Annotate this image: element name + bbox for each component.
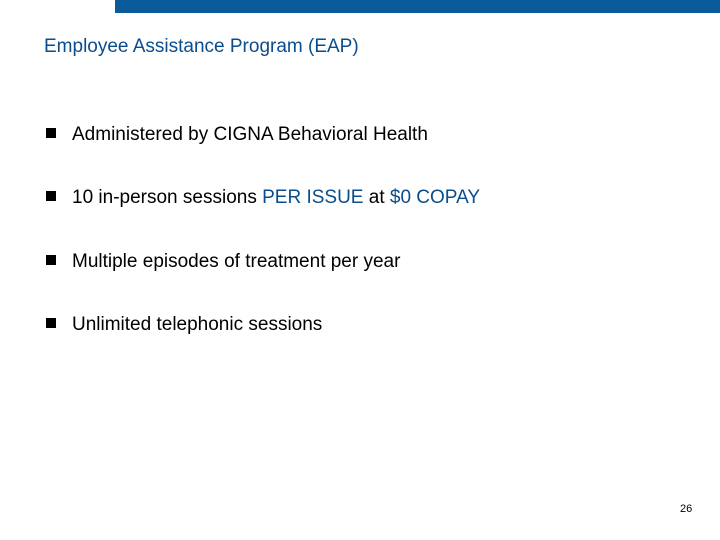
page-number: 26	[680, 503, 693, 515]
square-bullet-icon	[46, 128, 56, 138]
bullet-text	[72, 187, 480, 209]
bullet-text-part: 10 in-person sessions	[72, 187, 263, 208]
bullet-text: Administered by CIGNA Behavioral Health	[72, 124, 428, 145]
square-bullet-icon	[46, 255, 56, 265]
square-bullet-icon	[46, 318, 56, 328]
highlight-copay: $0 COPAY	[389, 187, 481, 208]
bullet-text-part: at	[363, 187, 390, 208]
bullet-text: Multiple episodes of treatment per year	[72, 251, 401, 272]
bullet-item	[46, 314, 322, 336]
header-accent-bar	[115, 0, 720, 13]
slide-title: Employee Assistance Program (EAP)	[44, 36, 359, 57]
bullet-item	[46, 187, 480, 209]
square-bullet-icon	[46, 191, 56, 201]
bullet-item	[46, 251, 400, 273]
bullet-item	[46, 124, 428, 146]
highlight-per-issue: PER ISSUE	[262, 187, 364, 208]
bullet-text: Unlimited telephonic sessions	[72, 314, 323, 335]
